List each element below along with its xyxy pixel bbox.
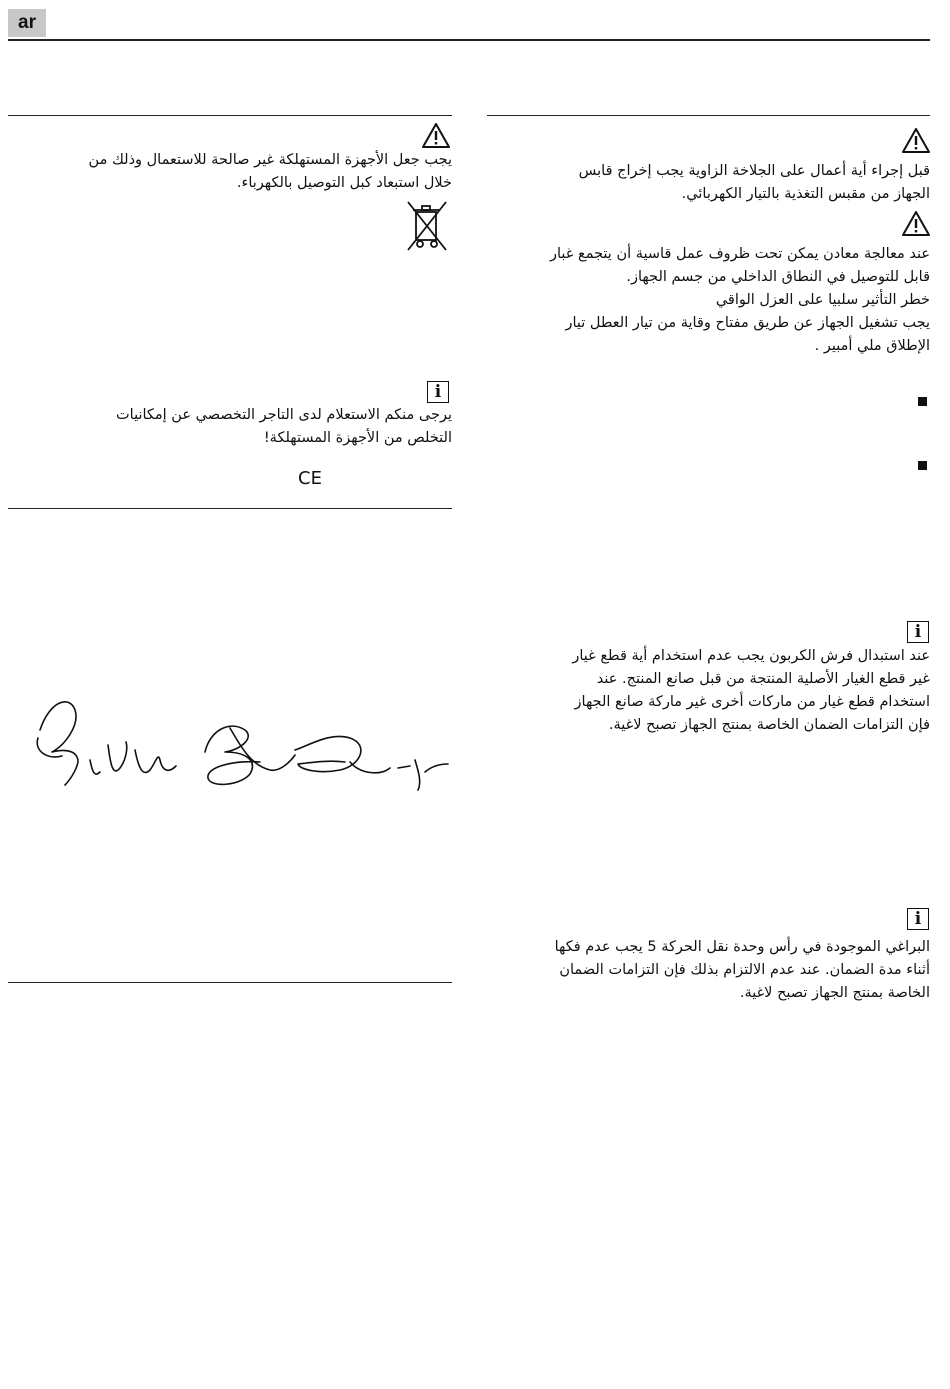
signature-image (30, 690, 450, 800)
disposal-line: خلال استبعاد كبل التوصيل بالكهرباء. (236, 175, 452, 191)
dealer-line: التخلص من الأجهزة المستهلكة! (263, 430, 452, 446)
warning2-line: الإطلاق ملي أمبير . (814, 338, 930, 354)
warning2-line: خطر التأثير سلبيا على العزل الواقي (715, 292, 930, 308)
crossed-out-wheelie-bin-icon (404, 200, 450, 252)
warning-triangle-icon (421, 122, 451, 149)
carbon-line: فإن التزامات الضمان الخاصة بمنتج الجهاز تصبح لاغية. (608, 717, 930, 733)
square-bullet-icon (918, 397, 927, 406)
warning1-line: قبل إجراء أية أعمال على الجلاخة الزاوية يجب إخراج قابس (578, 163, 930, 179)
info-icon: i (907, 908, 929, 930)
screws-paragraph (555, 936, 930, 1005)
left-section-rule-1 (8, 508, 452, 509)
right-column-top-rule (487, 115, 930, 116)
warning-triangle-icon (901, 127, 931, 154)
info-icon: i (427, 381, 449, 403)
disposal-paragraph (89, 149, 452, 195)
disposal-line: يجب جعل الأجهزة المستهلكة غير صالحة للاستعمال وذلك من (88, 152, 452, 168)
carbon-brush-paragraph (572, 645, 930, 737)
warning-triangle-icon (901, 210, 931, 237)
warning2-line: قابل للتوصيل في النطاق الداخلي من جسم الجهاز. (626, 269, 930, 285)
dealer-paragraph (116, 404, 452, 450)
ce-mark: CE (298, 468, 322, 489)
warning2-line: عند معالجة معادن يمكن تحت ظروف عمل قاسية أن يتجمع غبار (549, 246, 930, 262)
warning2-line: يجب تشغيل الجهاز عن طريق مفتاح وقاية من تيار العطل تيار (565, 315, 930, 331)
screws-line: الخاصة بمنتج الجهاز تصبح لاغية. (739, 985, 930, 1001)
carbon-line: غير قطع الغيار الأصلية المنتجة من قبل صانع المنتج. عند (596, 671, 930, 687)
info-icon: i (907, 621, 929, 643)
screws-line: البراغي الموجودة في رأس وحدة نقل الحركة 5 يجب عدم فكها (554, 939, 930, 955)
dealer-line: يرجى منكم الاستعلام لدى التاجر التخصصي عن إمكانيات (116, 407, 452, 423)
left-section-rule-2 (8, 982, 452, 983)
header-rule (8, 39, 930, 41)
screws-line: أثناء مدة الضمان. عند عدم الالتزام بذلك فإن التزامات الضمان (559, 962, 930, 978)
square-bullet-icon (918, 461, 927, 470)
left-column-top-rule (8, 115, 452, 116)
warning1-paragraph (579, 160, 930, 206)
carbon-line: عند استبدال فرش الكربون يجب عدم استخدام أية قطع غيار (572, 648, 930, 664)
warning1-line: الجهاز من مقبس التغذية بالتيار الكهربائي. (681, 186, 930, 202)
language-tab: ar (8, 9, 46, 37)
carbon-line: استخدام قطع غيار من ماركات أخرى غير ماركة صانع الجهاز (574, 694, 930, 710)
warning2-paragraph (550, 243, 930, 358)
